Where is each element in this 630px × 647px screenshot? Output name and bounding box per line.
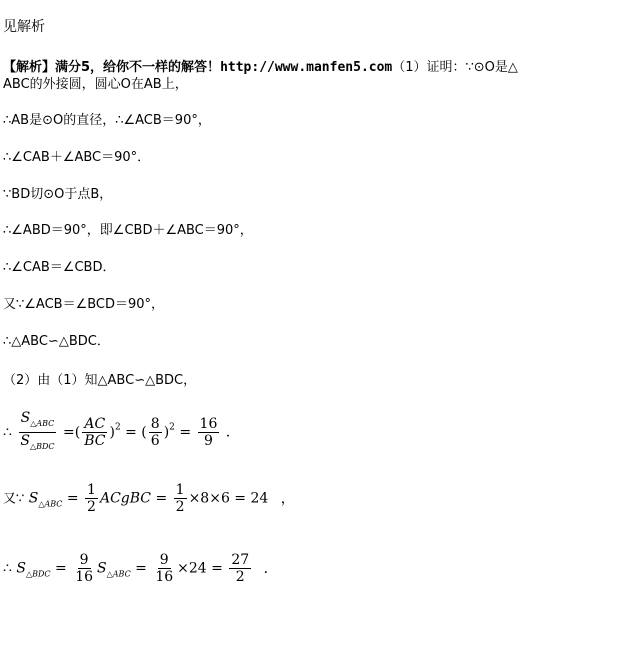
analysis-tag: 【解析】 [3,60,56,75]
equation-area-bdc: ∴ $S_{\triangle BDC}$ = $\frac{9}{16}$ $S_{\triangle ABC}$ = $\frac{9}{16}$ ×24 = $\frac{27}{2}$ ． [3,552,278,585]
fraction-8-6: $\frac{8}{6}$ [150,416,160,449]
solution-line-7: ∴∠CAB＝∠CBD． [3,260,116,275]
solution-line-1 [3,59,518,76]
fraction-one-half-2: $\frac{1}{2}$ [175,482,185,515]
solution-line-2: ABC的外接圆，圆心O在AB上， [3,77,188,92]
fraction-area-ratio: $S_{\triangle ABC}$ $S_{\triangle BDC}$ [20,410,55,451]
fraction-9-16-2: $\frac{9}{16}$ [155,552,174,585]
therefore-symbol: ∴ [3,424,12,441]
solution-line-10: （2）由（1）知△ABC∽△BDC， [3,373,197,388]
fraction-27-2: $\frac{27}{2}$ [231,552,250,585]
solution-line-6: ∴∠ABD＝90°，即∠CBD＋∠ABC＝90°， [3,223,253,238]
fraction-16-9: $\frac{16}{9}$ [199,416,218,449]
equation-area-abc: 又∵ $S_{\triangle ABC}$ = $\frac{1}{2}$ ACgBC = $\frac{1}{2}$ ×8×6 = 24 ， [3,482,295,515]
site-url: http://www.manfen5.com [220,60,393,75]
solution-line-8: 又∵∠ACB＝∠BCD＝90°， [3,297,165,312]
answer-header: 见解析 [3,19,45,35]
solution-line-9: ∴△ABC∽△BDC． [3,334,110,349]
solution-line-4: ∴∠CAB＋∠ABC＝90°． [3,150,151,165]
solution-line-3: ∴AB是⊙O的直径，∴∠ACB＝90°， [3,113,211,128]
fraction-9-16: $\frac{9}{16}$ [75,552,94,585]
fraction-one-half: $\frac{1}{2}$ [87,482,96,515]
brand-slogan: 满分5，给你不一样的解答！ [55,60,221,75]
fraction-ac-bc: $\frac{AC}{BC}$ [84,416,106,449]
equation-area-ratio: ∴ $S_{\triangle ABC}$ $S_{\triangle BDC}$ =( $\frac{AC}{BC}$ )$^2$ = ( $\frac{8}{6}$ )$^2$ = $\frac{16}{9}$ ． [3,410,240,455]
line-1-text: （1）证明：∵⊙O是△ [392,60,518,75]
solution-line-5: ∵BD切⊙O于点B， [3,187,113,202]
